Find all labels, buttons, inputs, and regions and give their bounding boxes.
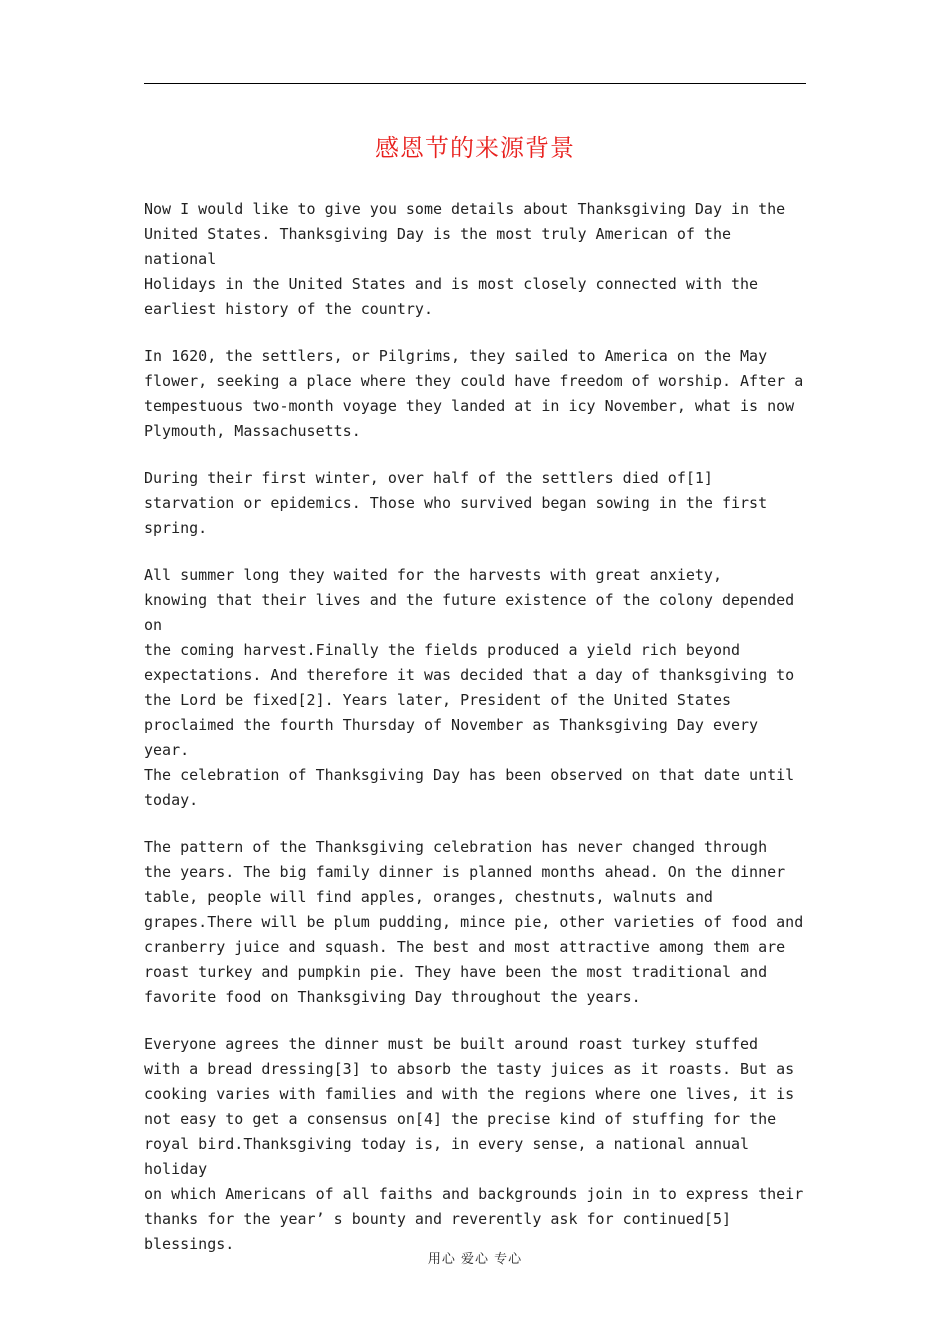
page-footer: 用心 爱心 专心	[427, 1252, 523, 1267]
paragraph-turkey: Everyone agrees the dinner must be built around roast turkey stuffed with a bread dressing[3] to absorb the tasty juices as it roasts. But as cooking varies with families and with the regions where one lives, it is not easy to get a consensus on[4] the precise kind of stuffing for the royal bird.Thanksgiving today is, in every sense, a national annual holiday on which Americans of all faiths and backgrounds join in to express their thanks for the year’ s bounty and reverently ask for continued[5] blessings.	[144, 1035, 804, 1253]
document-title: 感恩节的来源背景	[375, 134, 575, 162]
header-rule	[144, 83, 806, 84]
paragraph-first-winter: During their first winter, over half of the settlers died of[1] starvation or epidemics. Those who survived began sowing in the first spring.	[144, 469, 768, 537]
paragraph-intro: Now I would like to give you some details about Thanksgiving Day in the United States. Thanksgiving Day is the most truly American of the national Holidays in the United States and is most closely connected with the earliest history of the country.	[144, 200, 786, 318]
paragraph-harvest: All summer long they waited for the harvests with great anxiety, knowing that their lives and the future existence of the colony depended on the coming harvest.Finally the fields produced a yield rich beyond expectations. And therefore it was decided that a day of thanksgiving to the Lord be fixed[2]. Years later, President of the United States proclaimed the fourth Thursday of November as Thanksgiving Day every year. The celebration of Thanksgiving Day has been observed on that date until today.	[144, 566, 795, 809]
document-body	[144, 197, 806, 1279]
paragraph-pilgrims: In 1620, the settlers, or Pilgrims, they sailed to America on the May flower, seeking a place where they could have freedom of worship. After a tempestuous two-month voyage they landed at in icy November, what is now Plymouth, Massachusetts.	[144, 347, 804, 440]
paragraph-celebration: The pattern of the Thanksgiving celebration has never changed through the years. The big family dinner is planned months ahead. On the dinner table, people will find apples, oranges, chestnuts, walnuts and grapes.There will be plum pudding, mince pie, other varieties of food and cranberry juice and squash. The best and most attractive among them are roast turkey and pumpkin pie. They have been the most traditional and favorite food on Thanksgiving Day throughout the years.	[144, 838, 804, 1006]
